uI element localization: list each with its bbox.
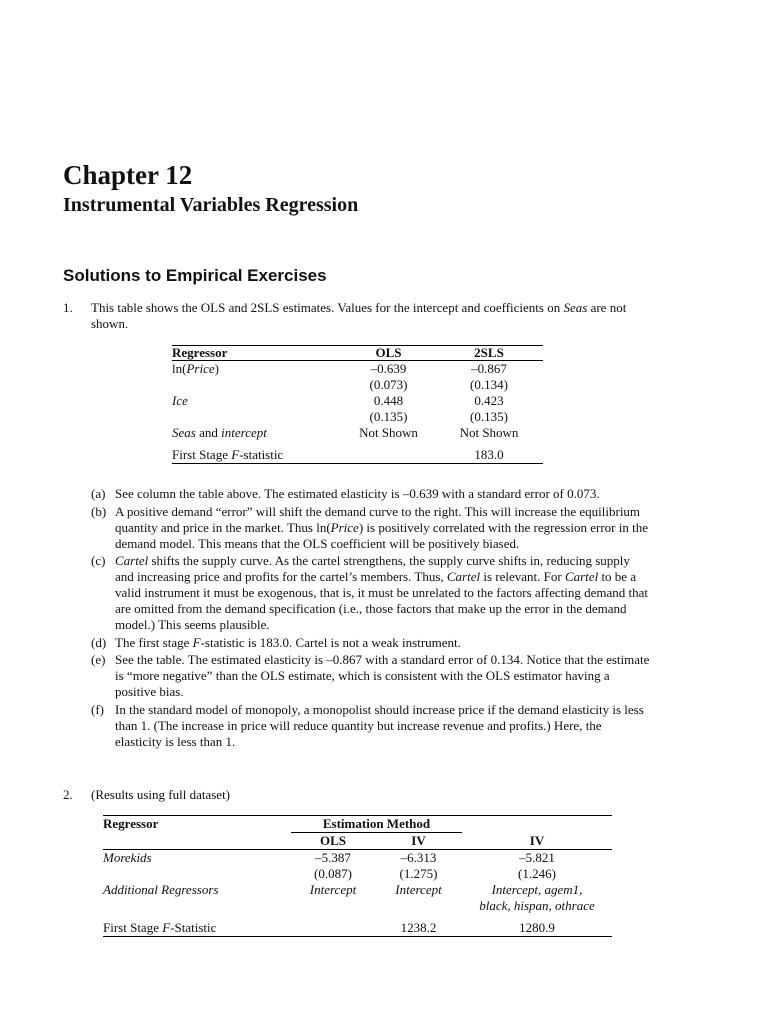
- answer-text: In the standard model of monopoly, a monopolist should increase price if the demand elasticity is less than 1. (The increase in price will reduce quantity but increase revenue and profits.) Here, the elasticity is less than 1.: [115, 701, 644, 749]
- empty-cell: [103, 866, 291, 882]
- exercise-2-number: 2.: [63, 787, 73, 802]
- regressor-first-stage-f: [103, 920, 291, 937]
- morekids-iv2-se: (1.246): [518, 866, 556, 881]
- header-iv: IV: [375, 833, 462, 850]
- ols-2sls-table: [172, 345, 543, 464]
- ice-ols: 0.448: [373, 393, 404, 408]
- answer-text: See column the table above. The estimated elasticity is –0.639 with a standard error of 0.073.: [115, 486, 600, 501]
- estimation-method-table: [103, 815, 612, 937]
- header-iv: IV: [462, 833, 612, 850]
- answer-label: (a): [91, 486, 106, 501]
- morekids-iv2: –5.821: [519, 850, 555, 865]
- exercise-2-intro: (Results using full dataset): [91, 787, 231, 802]
- header-regressor: Regressor: [172, 346, 342, 361]
- morekids-ols-se: (0.087): [314, 866, 352, 881]
- answer-price: Price: [330, 519, 359, 535]
- header-estimation-method: Estimation Method: [291, 816, 462, 833]
- ice-ols-se: (0.135): [369, 409, 408, 424]
- addreg-ols: Intercept: [309, 882, 357, 897]
- table-row: [172, 393, 543, 409]
- and-word: and: [195, 425, 222, 440]
- morekids-iv1-se: (1.275): [399, 866, 438, 881]
- morekids-iv1: –6.313: [400, 850, 437, 865]
- ice-2sls: 0.423: [474, 393, 504, 408]
- lnprice-ols: –0.639: [370, 361, 407, 376]
- answer-f: F: [192, 634, 201, 650]
- fstat-iv1: 1238.2: [375, 920, 462, 937]
- intercept-word: intercept: [221, 425, 267, 440]
- fstat-post: -statistic: [239, 447, 284, 462]
- addreg-iv2-line1: Intercept, agem1,: [491, 882, 583, 897]
- answer-label: (d): [91, 634, 107, 650]
- regressor-seas-intercept: [172, 425, 342, 441]
- fstat-pre: First Stage: [172, 447, 232, 462]
- fstat-ols: [291, 920, 375, 937]
- table-row: [103, 850, 612, 867]
- fstat-post: -Statistic: [170, 920, 217, 935]
- exercise-1-intro: [91, 300, 651, 332]
- header-regressor: Regressor: [103, 816, 291, 833]
- empty-cell: [172, 377, 342, 393]
- answer-c: [91, 553, 651, 633]
- answer-text: The first stage: [115, 634, 193, 650]
- table-row: [172, 361, 543, 378]
- table-header-row: [172, 346, 543, 361]
- table-row: [172, 377, 543, 393]
- answer-text: to be a valid instrument it must be exogenous, that is, it must be unrelated to the factors affecting demand that are omitted from the demand specification (i.e., those factors that make up the error in the demand model.) This seems plausible.: [115, 569, 648, 632]
- table-row: [172, 447, 543, 464]
- answer-label: (f): [91, 701, 104, 717]
- answer-text: See the table. The estimated elasticity is –0.867 with a standard error of 0.134. Notice that the estimate is “more negative” than the OLS estimate, which is consistent with the OLS estimator having a positive bias.: [115, 652, 650, 699]
- lnprice-2sls-se: (0.134): [470, 377, 508, 392]
- lnprice-ols-se: (0.073): [369, 377, 408, 392]
- chapter-title: Chapter 12: [63, 160, 193, 190]
- table-row: [103, 882, 612, 914]
- table-header-row: [103, 816, 612, 833]
- seas-word: Seas: [172, 425, 196, 440]
- regressor-lnprice: [172, 361, 342, 378]
- answer-label: (e): [91, 652, 106, 667]
- exercise-1-number: 1.: [63, 300, 73, 315]
- intro-text-end: are not shown.: [91, 300, 627, 331]
- table-row: [172, 425, 543, 441]
- ice-2sls-se: (0.135): [470, 409, 508, 424]
- answer-cartel: Cartel: [564, 569, 599, 584]
- header-blank: [462, 816, 612, 833]
- regressor-ice: Ice: [172, 393, 188, 408]
- answer-text: A positive demand “error” will shift the demand curve to the right. This will increase the equilibrium quantity and price in the market. Thus ln(: [115, 503, 641, 535]
- header-ols: OLS: [291, 833, 375, 850]
- seas-2sls: Not Shown: [459, 425, 519, 440]
- answer-f: [91, 702, 651, 750]
- header-2sls: 2SLS: [435, 346, 543, 361]
- answer-text: is relevant. For: [480, 569, 565, 584]
- answer-a: [91, 486, 651, 502]
- regressor-morekids: Morekids: [103, 850, 152, 865]
- addreg-iv2: [462, 882, 612, 914]
- lnprice-2sls: –0.867: [471, 361, 507, 376]
- lnprice-var: Price: [186, 361, 215, 376]
- fstat-f: F: [231, 447, 240, 462]
- fstat-2sls: 183.0: [435, 447, 543, 464]
- answer-b: [91, 504, 651, 552]
- table-header-row: [103, 833, 612, 850]
- lnprice-close: ): [214, 361, 219, 376]
- answer-label: (c): [91, 553, 106, 568]
- table-row: [103, 866, 612, 882]
- section-heading: Solutions to Empirical Exercises: [63, 266, 327, 285]
- answer-label: (b): [91, 503, 107, 519]
- answer-text: shifts the supply curve. As the cartel strengthens, the supply curve shifts in, reducing supply and increasing price and profits for the cartel’s members. Thus,: [115, 553, 630, 584]
- answer-list: [91, 486, 651, 751]
- answer-text: -statistic is 183.0. Cartel is not a weak instrument.: [200, 634, 461, 650]
- answer-d: [91, 635, 651, 651]
- table-row: [103, 920, 612, 937]
- answer-cartel: Cartel: [446, 569, 481, 584]
- fstat-iv2: 1280.9: [462, 920, 612, 937]
- regressor-first-stage-f: [172, 447, 342, 464]
- header-blank: [103, 833, 291, 850]
- addreg-iv2-line2: black, hispan, othrace: [479, 898, 595, 913]
- intro-seas: Seas: [563, 300, 588, 315]
- fstat-ols: [342, 447, 435, 464]
- header-ols: OLS: [342, 346, 435, 361]
- table-row: [172, 409, 543, 425]
- answer-cartel: Cartel: [115, 553, 149, 568]
- seas-ols: Not Shown: [359, 425, 418, 440]
- fstat-pre: First Stage: [103, 920, 163, 935]
- intro-text-start: This table shows the OLS and 2SLS estimates. Values for the intercept and coefficients on: [91, 300, 564, 315]
- fstat-f: F: [162, 920, 171, 935]
- chapter-subtitle: Instrumental Variables Regression: [63, 194, 359, 216]
- answer-e: [91, 652, 651, 700]
- regressor-additional: Additional Regressors: [103, 882, 219, 897]
- answer-text: ) is positively correlated with the regression error in the demand model. This means that the OLS coefficient will be positively biased.: [115, 519, 648, 551]
- lnprice-open: ln(: [172, 361, 187, 376]
- addreg-iv1: Intercept: [395, 882, 442, 897]
- morekids-ols: –5.387: [315, 850, 351, 865]
- empty-cell: [172, 409, 342, 425]
